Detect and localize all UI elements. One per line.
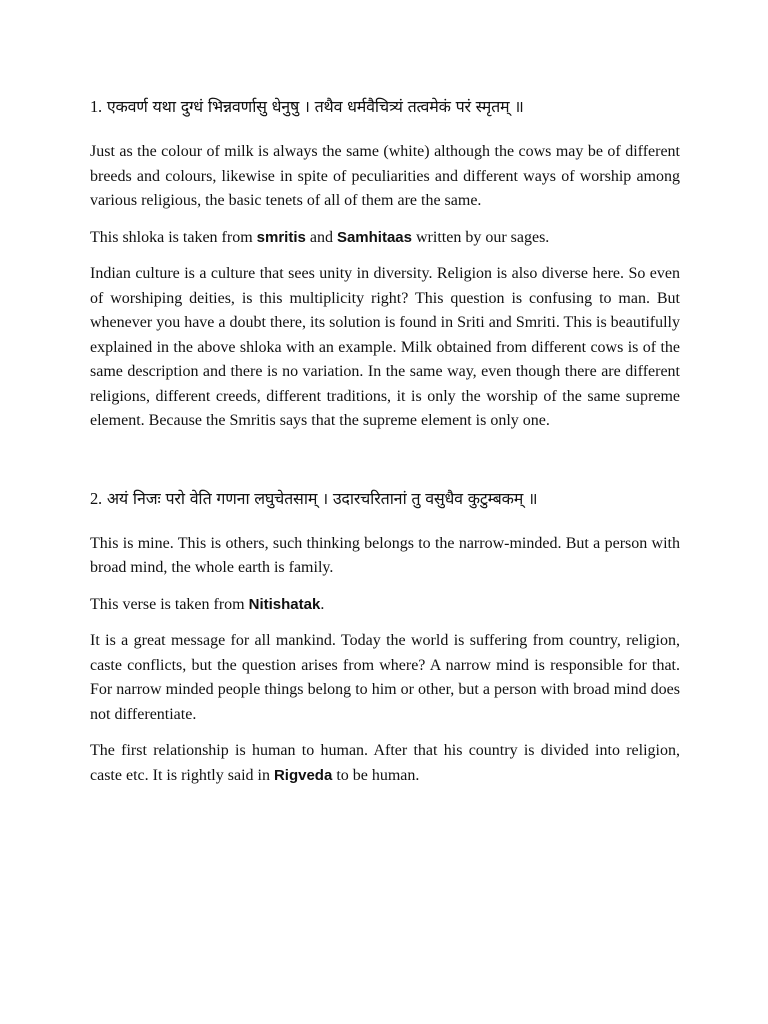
source-mid: and	[305, 228, 337, 246]
shloka-1	[90, 94, 680, 120]
shloka-2-number: 2.	[90, 488, 102, 508]
shloka-1-translation: Just as the colour of milk is always the same (white) although the cows may be of different breeds and colours, likewise in spite of peculiarities and different ways of worship among various religious, the basic tenets of all of them are the same.	[90, 143, 680, 209]
shloka-2-text: अयं निजः परो वेति गणना लघुचेतसाम् । उदारचरितानां तु वसुधैव कुटुम्बकम् ॥	[106, 488, 538, 508]
shloka-2	[90, 486, 680, 512]
shloka-2-translation: This is mine. This is others, such thinking belongs to the narrow-minded. But a person with broad mind, the whole earth is family.	[90, 534, 680, 576]
source-prefix: This shloka is taken from	[90, 228, 257, 246]
document-page	[90, 94, 680, 800]
section-gap	[90, 446, 680, 486]
closing-prefix: The first relationship is human to human. After that his country is divided into religion, caste etc. It is rightly said in	[90, 742, 680, 784]
source-suffix: .	[320, 595, 325, 613]
shloka-1-number: 1.	[90, 97, 102, 116]
source-prefix: This verse is taken from	[90, 595, 249, 613]
shloka-2-explanation: It is a great message for all mankind. Today the world is suffering from country, religion, caste conflicts, but the question arises from where? A narrow mind is responsible for that. For narrow minded people things belong to him or other, but a person with broad mind does not differentiate.	[90, 632, 680, 723]
closing-suffix: to be human.	[332, 766, 420, 784]
shloka-1-explanation: Indian culture is a culture that sees unity in diversity. Religion is also diverse here. So even of worshiping deities, is this multiplicity right? This question is confusing to man. But whenever you have a doubt there, its solution is found in Sriti and Smriti. This is beautifully explained in the above shloka with an example. Milk obtained from different cows is of the same description and there is no variation. In the same way, even though there are different religions, different creeds, different traditions, it is only the worship of the same supreme element. Because the Smritis says that the supreme element is only one.	[90, 265, 680, 429]
shloka-2-closing	[90, 739, 680, 788]
closing-rigveda: Rigveda	[273, 766, 333, 784]
source-suffix: written by our sages.	[412, 228, 550, 246]
shloka-1-source	[90, 226, 680, 251]
source-samhitaas: Samhitaas	[336, 228, 412, 246]
shloka-1-text: एकवर्ण यथा दुग्धं भिन्नवर्णासु धेनुषु । तथैव धर्मवैचित्र्यं तत्वमेकं परं स्मृतम् ॥	[106, 97, 524, 116]
shloka-2-source	[90, 593, 680, 618]
source-nitishatak: Nitishatak	[248, 595, 321, 613]
source-smritis: smritis	[256, 228, 306, 246]
